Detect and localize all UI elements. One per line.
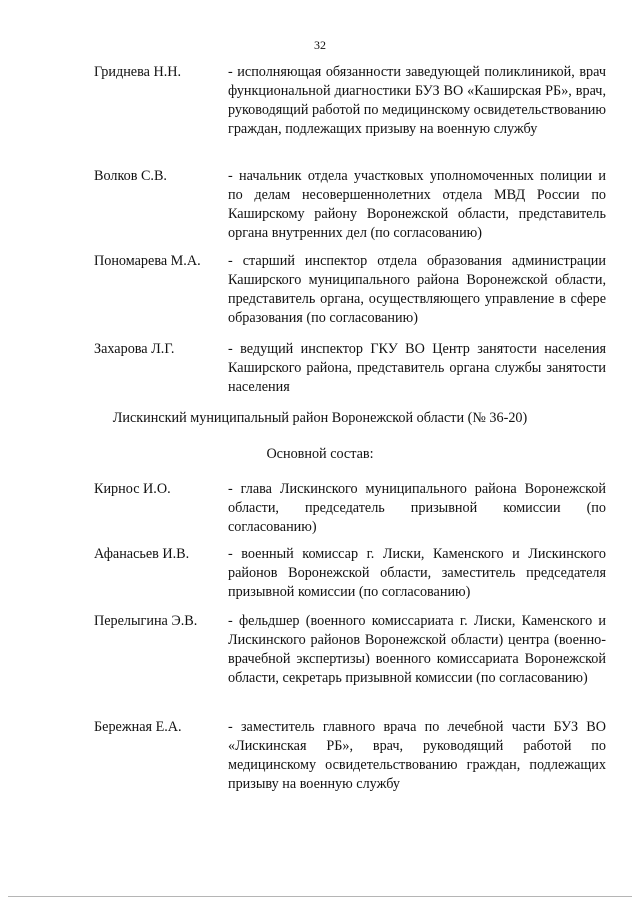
- member-name: Кирнос И.О.: [94, 481, 171, 497]
- member-name: Гриднева Н.Н.: [94, 64, 182, 80]
- member-position: - глава Лискинского муниципального района Воронежской области, председатель призывной комиссии (по согласованию): [228, 481, 606, 535]
- member-name: Бережная Е.А.: [94, 719, 182, 735]
- member-name: Захарова Л.Г.: [94, 341, 175, 357]
- member-name: Пономарева М.А.: [94, 253, 201, 269]
- member-position: - фельдшер (военного комиссариата г. Лиски, Каменского и Лискинского районов Воронежской области) центра (военно-врачебной экспертизы) военного комиссариата Воронежской области, секретарь призывной комиссии (по согласованию): [228, 613, 606, 686]
- member-name: Перелыгина Э.В.: [94, 613, 198, 629]
- member-position: - заместитель главного врача по лечебной части БУЗ ВО «Лискинская РБ», врач, руководящий работой по медицинскому освидетельствованию граждан, подлежащих призыву на военную службу: [228, 719, 606, 792]
- page-number: 32: [314, 38, 326, 52]
- member-position: - начальник отдела участковых уполномоченных полиции и по делам несовершеннолетних отдела МВД России по Каширскому району Воронежской области, представитель органа внутренних дел (по согласованию): [228, 168, 606, 241]
- member-name: Афанасьев И.В.: [94, 546, 190, 562]
- district-heading: Лискинский муниципальный район Воронежской области (№ 36-20): [112, 410, 528, 426]
- member-position: - ведущий инспектор ГКУ ВО Центр занятости населения Каширского района, представитель органа службы занятости населения: [228, 341, 606, 395]
- member-position: - старший инспектор отдела образования администрации Каширского муниципального района Воронежской области, представитель органа, осуществляющего управление в сфере образования (по согласованию): [228, 253, 606, 326]
- bottom-divider: [8, 896, 632, 897]
- member-position: - военный комиссар г. Лиски, Каменского и Лискинского районов Воронежской области, заместитель председателя призывной комиссии (по согласованию): [228, 546, 606, 600]
- composition-heading: Основной состав:: [266, 446, 374, 462]
- member-position: - исполняющая обязанности заведующей поликлиникой, врач функциональной диагностики БУЗ ВО «Каширская РБ», врач, руководящий работой по медицинскому освидетельствованию граждан, подлежащих призыву на военную службу: [228, 64, 606, 137]
- member-name: Волков С.В.: [94, 168, 167, 184]
